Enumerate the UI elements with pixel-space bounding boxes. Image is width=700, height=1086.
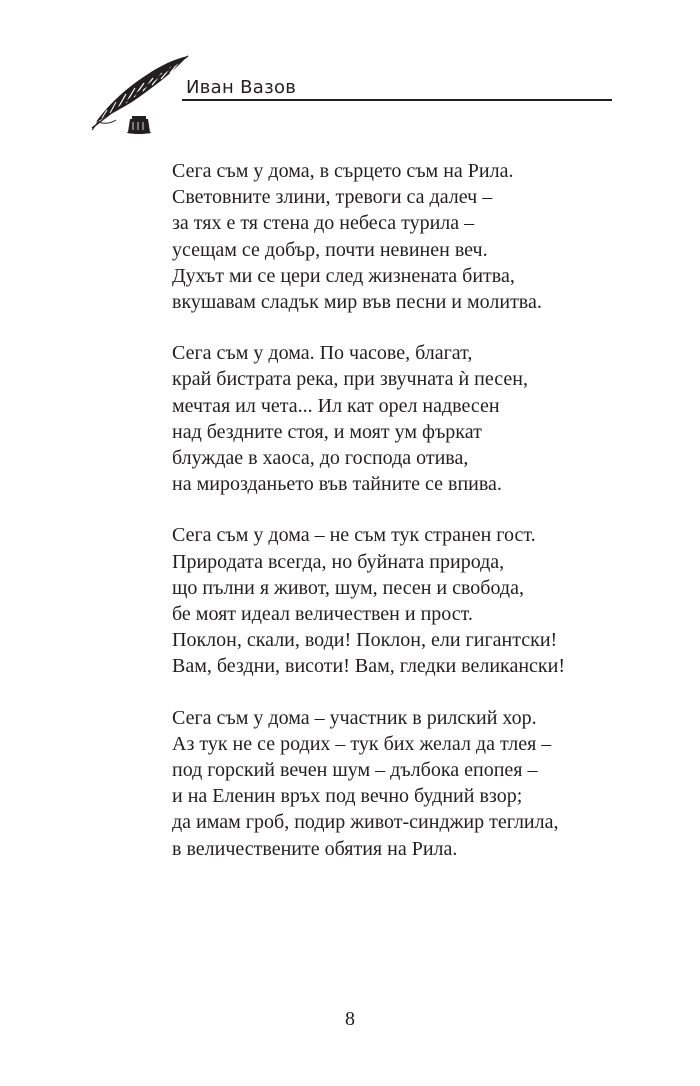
poem-body — [172, 158, 612, 887]
poem-line: Сега съм у дома – участник в рилский хор. — [172, 706, 537, 729]
poem-line: Природата всегда, но буйната природа, — [172, 550, 505, 573]
poem-line: Аз тук не се родих – тук бих желал да тлея – — [172, 732, 552, 755]
stanza — [172, 522, 612, 679]
poem-line: в величествените обятия на Рила. — [172, 837, 458, 860]
poem-line: що пълни я живот, шум, песен и свобода, — [172, 576, 524, 599]
header-rule — [182, 99, 612, 101]
poem-line: блуждае в хаоса, до господа отива, — [172, 447, 469, 470]
poem-line: за тях е тя стена до небеса турила – — [172, 212, 475, 235]
poem-line: да имам гроб, подир живот-синджир теглила, — [172, 811, 559, 834]
author-name: Иван Вазов — [186, 77, 297, 98]
page-header — [0, 0, 700, 140]
poem-line: вкушавам сладък мир във песни и молитва. — [172, 291, 542, 314]
poem-line: Поклон, скали, води! Поклон, ели гигантски! — [172, 629, 558, 652]
poem-line: под горский вечен шум – дълбока епопея – — [172, 759, 538, 782]
poem-line: и на Еленин връх под вечно будний взор; — [172, 785, 523, 808]
page-number: 8 — [345, 1008, 355, 1030]
poem-line: мечтая ил чета... Ил кат орел надвесен — [172, 394, 500, 417]
stanza — [172, 340, 612, 497]
stanza — [172, 158, 612, 315]
quill-and-inkwell-icon — [88, 50, 198, 135]
poem-line: Вам, бездни, висоти! Вам, гледки великански! — [172, 655, 565, 678]
stanza — [172, 705, 612, 862]
poem-line: край бистрата река, при звучната ѝ песен, — [172, 368, 528, 391]
poem-line: Сега съм у дома, в сърцето съм на Рила. — [172, 160, 514, 182]
poem-line: Духът ми се цери след жизнената битва, — [172, 264, 515, 287]
poem-line: Сега съм у дома. По часове, благат, — [172, 342, 473, 365]
poem-line: на мирозданьето във тайните се впива. — [172, 473, 502, 496]
poem-line: Сега съм у дома – не съм тук странен гост. — [172, 524, 536, 547]
poem-line: усещам се добър, почти невинен веч. — [172, 238, 488, 261]
poem-line: Световните злини, тревоги са далеч – — [172, 186, 493, 209]
poem-line: бе моят идеал величествен и прост. — [172, 603, 473, 626]
poem-line: над бездните стоя, и моят ум фъркат — [172, 420, 482, 443]
